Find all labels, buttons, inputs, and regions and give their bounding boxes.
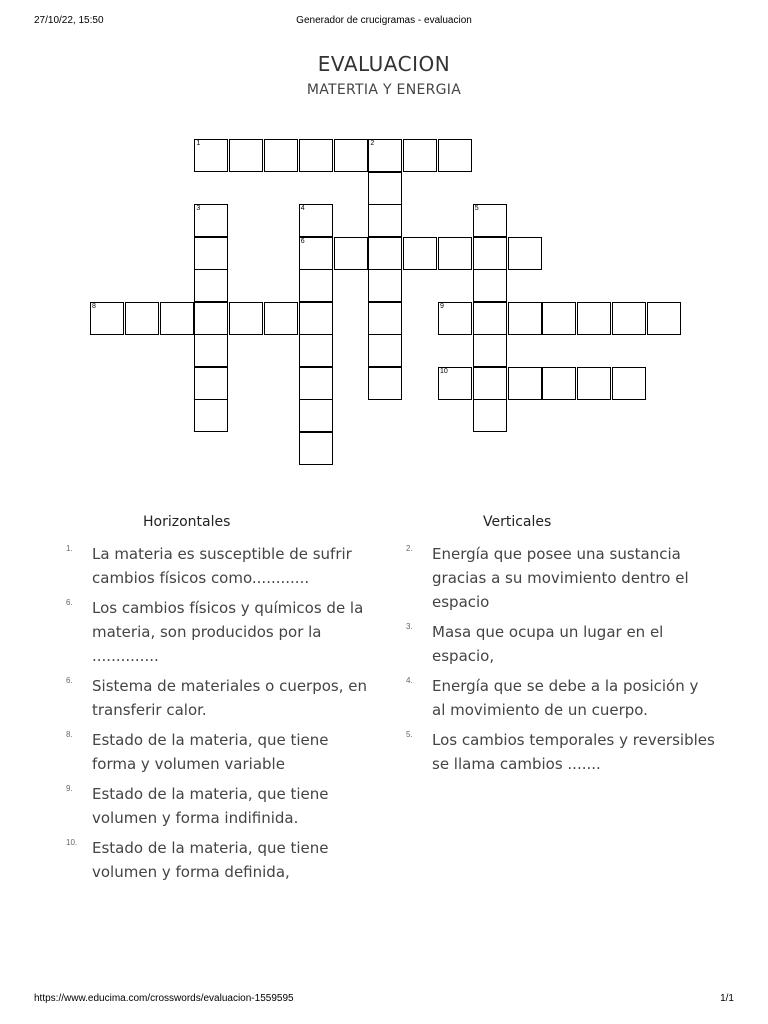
crossword-cell [299,204,333,237]
clue-item [406,620,716,668]
clue-item [66,782,376,830]
clue-number: 6. [66,598,73,607]
clue-text: Energía que se debe a la posición y al movimiento de un cuerpo. [432,677,699,719]
clue-number-label: 4 [300,205,305,212]
clue-number: 6. [66,676,73,685]
crossword-cell [264,139,298,172]
crossword-cell [438,302,472,335]
crossword-cell [334,237,368,270]
crossword-cell [194,399,228,432]
crossword-cell [299,302,333,335]
clue-item [66,596,376,668]
crossword-cell [612,367,646,400]
clue-number-label: 3 [196,205,201,212]
crossword-cell [438,237,472,270]
crossword-cell [194,367,228,400]
crossword-cell [473,334,507,367]
clue-number: 9. [66,784,73,793]
horizontal-clues-list [66,542,376,890]
crossword-cell [299,269,333,302]
crossword-cell [403,139,437,172]
clue-text: Estado de la materia, que tiene forma y volumen variable [92,731,329,773]
crossword-cell [368,334,402,367]
crossword-cell [542,302,576,335]
crossword-cell [473,399,507,432]
clue-number: 10. [66,838,78,847]
crossword-cell [194,204,228,237]
crossword-cell [438,139,472,172]
crossword-cell [264,302,298,335]
clue-number: 1. [66,544,73,553]
crossword-cell [90,302,124,335]
vertical-clues-list [406,542,716,782]
crossword-cell [508,237,542,270]
crossword-cell [473,269,507,302]
crossword-cell [577,367,611,400]
clue-text: Los cambios físicos y químicos de la materia, son producidos por la .............. [92,599,364,665]
crossword-cell [508,367,542,400]
clue-item [66,674,376,722]
clue-number-label: 8 [92,302,96,310]
crossword-cell [160,302,194,335]
document-title: EVALUACION [317,52,451,76]
print-url: https://www.educima.com/crosswords/evaluacion-1559595 [34,993,294,1004]
clue-item [66,542,376,590]
clue-text: Estado de la materia, que tiene volumen y forma definida, [92,839,329,881]
crossword-cell [194,237,228,270]
crossword-cell [299,399,333,432]
crossword-cell [368,172,402,205]
crossword-cell [194,334,228,367]
clue-number: 5. [406,730,413,739]
horizontal-clues-heading: Horizontales [143,514,231,530]
clue-number-label: 1 [196,140,201,147]
print-datetime: 27/10/22, 15:50 [34,15,104,26]
crossword-cell [194,269,228,302]
clue-number: 2. [406,544,413,553]
clue-item [66,836,376,884]
clue-text: Masa que ocupa un lugar en el espacio, [432,623,664,665]
crossword-cell [125,302,159,335]
crossword-cell [647,302,681,335]
crossword-cell [438,367,472,400]
crossword-cell [194,302,228,335]
crossword-cell [368,302,402,335]
crossword-cell [299,139,333,172]
crossword-cell [473,367,507,400]
clue-text: Los cambios temporales y reversibles se llama cambios ....... [432,731,715,773]
crossword-cell [368,269,402,302]
crossword-cell [368,367,402,400]
crossword-cell [334,139,368,172]
clue-number-label: 9 [440,302,444,310]
crossword-cell [473,237,507,270]
crossword-cell [229,302,263,335]
crossword-cell [299,237,333,270]
crossword-grid [0,0,768,480]
crossword-cell [612,302,646,335]
print-page-title: Generador de crucigramas - evaluacion [296,15,472,26]
clue-number-label: 2 [370,140,375,147]
clue-item [406,542,716,614]
clue-number: 3. [406,622,413,631]
crossword-cell [508,302,542,335]
clue-number: 4. [406,676,413,685]
clue-text: Estado de la materia, que tiene volumen y forma indifinida. [92,785,329,827]
crossword-cell [229,139,263,172]
document-subtitle: MATERTIA Y ENERGIA [306,82,462,98]
crossword-cell [299,367,333,400]
clue-item [406,674,716,722]
vertical-clues-heading: Verticales [483,514,552,530]
crossword-cell [577,302,611,335]
print-page-count: 1/1 [720,993,734,1004]
clue-number-label: 10 [440,367,448,375]
crossword-cell [368,237,402,270]
clue-item [66,728,376,776]
crossword-cell [368,139,402,172]
clue-number-label: 5 [474,205,479,212]
crossword-cell [368,204,402,237]
clue-text: Energía que posee una sustancia gracias a su movimiento dentro el espacio [432,545,689,611]
crossword-cell [403,237,437,270]
crossword-cell [299,432,333,465]
crossword-cell [194,139,228,172]
crossword-cell [473,302,507,335]
crossword-cell [542,367,576,400]
crossword-cell [299,334,333,367]
clue-item [406,728,716,776]
clue-number-label: 6 [300,237,305,245]
clue-text: La materia es susceptible de sufrir cambios físicos como............ [92,545,352,587]
clue-number: 8. [66,730,73,739]
crossword-cell [473,204,507,237]
clue-text: Sistema de materiales o cuerpos, en transferir calor. [92,677,368,719]
